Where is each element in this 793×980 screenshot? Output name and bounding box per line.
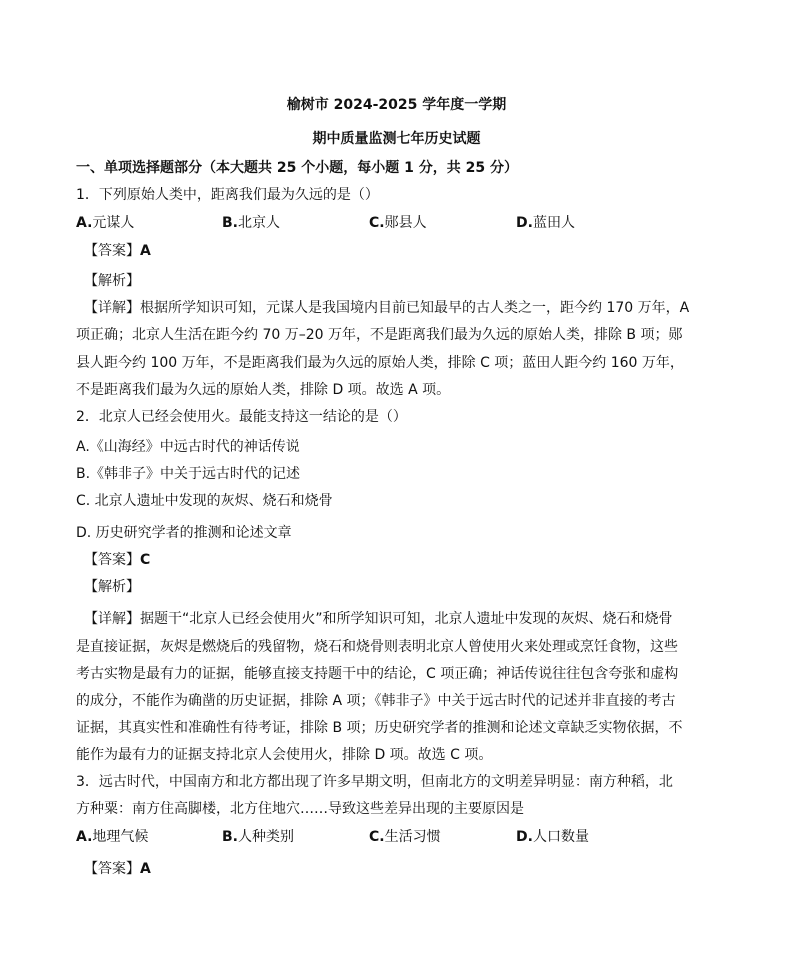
q2-option-b: B.《韩非子》中关于远古时代的记述 xyxy=(76,466,301,482)
q1-detail-line: 【详解】根据所学知识可知，元谋人是我国境内目前已知最早的古人类之一，距今约 170 万年，A xyxy=(84,300,690,316)
q2-analysis-label: 【解析】 xyxy=(84,579,140,595)
q1-option-d-letter: D. xyxy=(516,215,533,231)
q3-option-d-letter: D. xyxy=(516,829,533,845)
section-heading: 一、单项选择题部分（本大题共 25 个小题，每小题 1 分，共 25 分） xyxy=(76,160,518,176)
q2-option-a: A.《山海经》中远古时代的神话传说 xyxy=(76,439,300,455)
title-line-2: 期中质量监测七年历史试题 xyxy=(312,131,481,147)
q3-answer-label: 【答案】 xyxy=(84,861,140,877)
q1-analysis-label: 【解析】 xyxy=(84,273,140,289)
q1-option-a-text: 元谋人 xyxy=(92,215,135,231)
q3-option-b xyxy=(222,828,294,846)
q3-option-a xyxy=(76,828,148,846)
q2-detail-line: 的成分，不能作为确凿的历史证据，排除 A 项；《韩非子》中关于远古时代的记述并非直接的考古 xyxy=(76,693,676,709)
q1-option-c xyxy=(369,214,427,232)
q3-option-a-text: 地理气候 xyxy=(92,829,149,845)
q3-answer xyxy=(84,860,151,878)
q3-option-c-letter: C. xyxy=(369,829,385,845)
question-2-stem: 2．北京人已经会使用火。最能支持这一结论的是（） xyxy=(76,409,407,425)
q2-answer xyxy=(84,551,150,569)
q2-detail-line: 证据，其真实性和准确性有待考证，排除 B 项；历史研究学者的推测和论述文章缺乏实物依据，不 xyxy=(76,720,683,736)
q3-option-a-letter: A. xyxy=(76,829,93,845)
q1-detail-line: 县人距今约 100 万年，不是距离我们最为久远的原始人类，排除 C 项；蓝田人距今约 160 万年， xyxy=(76,355,684,371)
q3-option-d-text: 人口数量 xyxy=(532,829,589,845)
q1-option-a-letter: A. xyxy=(76,215,93,231)
question-3-stem-continued: 方种粟：南方住高脚楼，北方住地穴……导致这些差异出现的主要原因是 xyxy=(76,801,524,817)
q2-detail-line: 【详解】据题干“北京人已经会使用火”和所学知识可知，北京人遗址中发现的灰烬、烧石和烧骨 xyxy=(84,611,673,627)
q1-option-b-letter: B. xyxy=(222,215,238,231)
q1-option-d xyxy=(516,214,575,232)
q3-option-c-text: 生活习惯 xyxy=(384,829,441,845)
q1-detail-line: 项正确；北京人生活在距今约 70 万–20 万年，不是距离我们最为久远的原始人类，排除 B 项；郧 xyxy=(76,327,683,343)
q1-option-b xyxy=(222,214,280,232)
q3-answer-value: A xyxy=(140,861,151,877)
q2-detail-line: 能作为最有力的证据支持北京人会使用火，排除 D 项。故选 C 项。 xyxy=(76,747,493,763)
q1-option-b-text: 北京人 xyxy=(238,215,280,231)
q3-option-b-text: 人种类别 xyxy=(238,829,294,845)
q3-option-d xyxy=(516,828,589,846)
q1-answer xyxy=(84,242,151,260)
q2-detail-line: 考古实物是最有力的证据，能够直接支持题干中的结论，C 项正确；神话传说往往包含夸张和虚构 xyxy=(76,666,679,682)
q2-detail-line: 是直接证据，灰烬是燃烧后的残留物，烧石和烧骨则表明北京人曾使用火来处理或烹饪食物，这些 xyxy=(76,639,678,655)
q2-answer-label: 【答案】 xyxy=(84,552,140,568)
q3-option-c xyxy=(369,828,441,846)
q1-detail-line: 不是距离我们最为久远的原始人类，排除 D 项。故选 A 项。 xyxy=(76,382,451,398)
q1-answer-value: A xyxy=(140,243,151,259)
title-line-1: 榆树市 2024-2025 学年度一学期 xyxy=(286,97,507,113)
q2-answer-value: C xyxy=(140,552,151,568)
question-3-stem: 3．远古时代，中国南方和北方都出现了许多早期文明，但南北方的文明差异明显：南方种稻，北 xyxy=(76,774,673,790)
q1-option-c-letter: C. xyxy=(369,215,385,231)
question-1-stem: 1．下列原始人类中，距离我们最为久远的是（） xyxy=(76,187,379,203)
q1-option-a xyxy=(76,214,134,232)
q1-answer-label: 【答案】 xyxy=(84,243,140,259)
q2-option-c: C. 北京人遗址中发现的灰烬、烧石和烧骨 xyxy=(76,493,333,509)
q1-option-d-text: 蓝田人 xyxy=(532,215,575,231)
q1-option-c-text: 郧县人 xyxy=(384,215,427,231)
q3-option-b-letter: B. xyxy=(222,829,238,845)
q2-option-d: D. 历史研究学者的推测和论述文章 xyxy=(76,525,292,541)
